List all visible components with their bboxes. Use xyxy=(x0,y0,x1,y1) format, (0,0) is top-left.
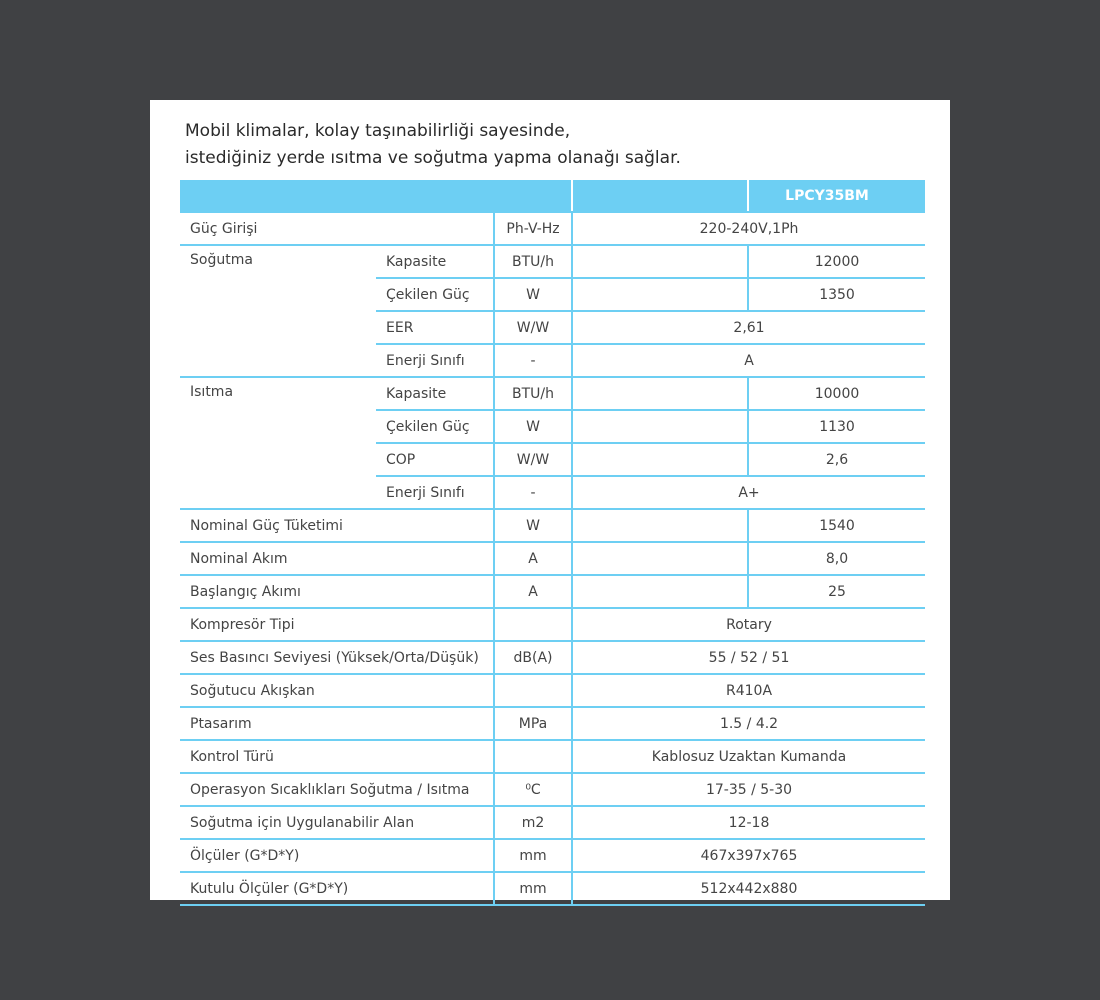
row-value: 220-240V,1Ph xyxy=(572,212,925,245)
row-value: 8,0 xyxy=(748,542,925,575)
row-label: Kutulu Ölçüler (G*D*Y) xyxy=(180,872,494,905)
table-row xyxy=(180,806,925,839)
table-row xyxy=(180,377,925,410)
row-unit: A xyxy=(494,575,572,608)
table-row xyxy=(180,839,925,872)
table-row xyxy=(180,707,925,740)
row-unit: mm xyxy=(494,839,572,872)
row-label: Kompresör Tipi xyxy=(180,608,494,641)
row-unit: Ph-V-Hz xyxy=(494,212,572,245)
group-label-cooling: Soğutma xyxy=(180,245,376,377)
table-row xyxy=(180,575,925,608)
row-label: Kapasite xyxy=(376,245,494,278)
table-row xyxy=(180,641,925,674)
row-unit xyxy=(494,608,572,641)
row-unit: W/W xyxy=(494,311,572,344)
row-value: A+ xyxy=(572,476,925,509)
table-row xyxy=(180,608,925,641)
spec-sheet xyxy=(150,100,950,900)
row-value: 512x442x880 xyxy=(572,872,925,905)
table-row xyxy=(180,674,925,707)
row-label: Çekilen Güç xyxy=(376,278,494,311)
row-label: Soğutucu Akışkan xyxy=(180,674,494,707)
row-label: Enerji Sınıfı xyxy=(376,344,494,377)
row-value: 12-18 xyxy=(572,806,925,839)
table-row xyxy=(180,509,925,542)
row-label: COP xyxy=(376,443,494,476)
row-label: Başlangıç Akımı xyxy=(180,575,494,608)
row-unit: dB(A) xyxy=(494,641,572,674)
row-value: 1540 xyxy=(748,509,925,542)
model-name: LPCY35BM xyxy=(748,180,925,212)
row-unit: - xyxy=(494,476,572,509)
row-value: 17-35 / 5-30 xyxy=(572,773,925,806)
row-label: Nominal Akım xyxy=(180,542,494,575)
table-row xyxy=(180,740,925,773)
row-unit: W xyxy=(494,509,572,542)
row-unit xyxy=(494,740,572,773)
row-unit: W xyxy=(494,278,572,311)
table-row xyxy=(180,542,925,575)
row-unit: A xyxy=(494,542,572,575)
row-value: 467x397x765 xyxy=(572,839,925,872)
spec-table xyxy=(180,180,925,906)
table-row xyxy=(180,212,925,245)
row-label: EER xyxy=(376,311,494,344)
row-value: R410A xyxy=(572,674,925,707)
intro-line-1: Mobil klimalar, kolay taşınabilirliği sayesinde, xyxy=(185,121,571,141)
row-unit: MPa xyxy=(494,707,572,740)
row-value: 1130 xyxy=(748,410,925,443)
row-unit: m2 xyxy=(494,806,572,839)
table-header-row xyxy=(180,180,925,212)
row-unit: - xyxy=(494,344,572,377)
row-value: 10000 xyxy=(748,377,925,410)
group-label-heating: Isıtma xyxy=(180,377,376,509)
row-label: Operasyon Sıcaklıkları Soğutma / Isıtma xyxy=(180,773,494,806)
row-value: A xyxy=(572,344,925,377)
row-value: 1350 xyxy=(748,278,925,311)
row-value: Rotary xyxy=(572,608,925,641)
row-label: Enerji Sınıfı xyxy=(376,476,494,509)
row-unit: W xyxy=(494,410,572,443)
table-row xyxy=(180,872,925,905)
intro-text xyxy=(185,118,681,172)
row-unit: ⁰C xyxy=(494,773,572,806)
row-value: 2,61 xyxy=(572,311,925,344)
row-unit: mm xyxy=(494,872,572,905)
row-label: Kontrol Türü xyxy=(180,740,494,773)
row-value: Kablosuz Uzaktan Kumanda xyxy=(572,740,925,773)
row-value: 12000 xyxy=(748,245,925,278)
row-label: Güç Girişi xyxy=(180,212,494,245)
row-value: 25 xyxy=(748,575,925,608)
table-row xyxy=(180,773,925,806)
row-label: Kapasite xyxy=(376,377,494,410)
row-unit: W/W xyxy=(494,443,572,476)
row-unit: BTU/h xyxy=(494,377,572,410)
intro-line-2: istediğiniz yerde ısıtma ve soğutma yapma olanağı sağlar. xyxy=(185,148,681,168)
row-value: 55 / 52 / 51 xyxy=(572,641,925,674)
row-label: Ptasarım xyxy=(180,707,494,740)
table-row xyxy=(180,245,925,278)
row-label: Ölçüler (G*D*Y) xyxy=(180,839,494,872)
row-value: 2,6 xyxy=(748,443,925,476)
row-label: Çekilen Güç xyxy=(376,410,494,443)
row-label: Soğutma için Uygulanabilir Alan xyxy=(180,806,494,839)
row-unit xyxy=(494,674,572,707)
row-unit: BTU/h xyxy=(494,245,572,278)
row-label: Nominal Güç Tüketimi xyxy=(180,509,494,542)
row-label: Ses Basıncı Seviyesi (Yüksek/Orta/Düşük) xyxy=(180,641,494,674)
row-value: 1.5 / 4.2 xyxy=(572,707,925,740)
